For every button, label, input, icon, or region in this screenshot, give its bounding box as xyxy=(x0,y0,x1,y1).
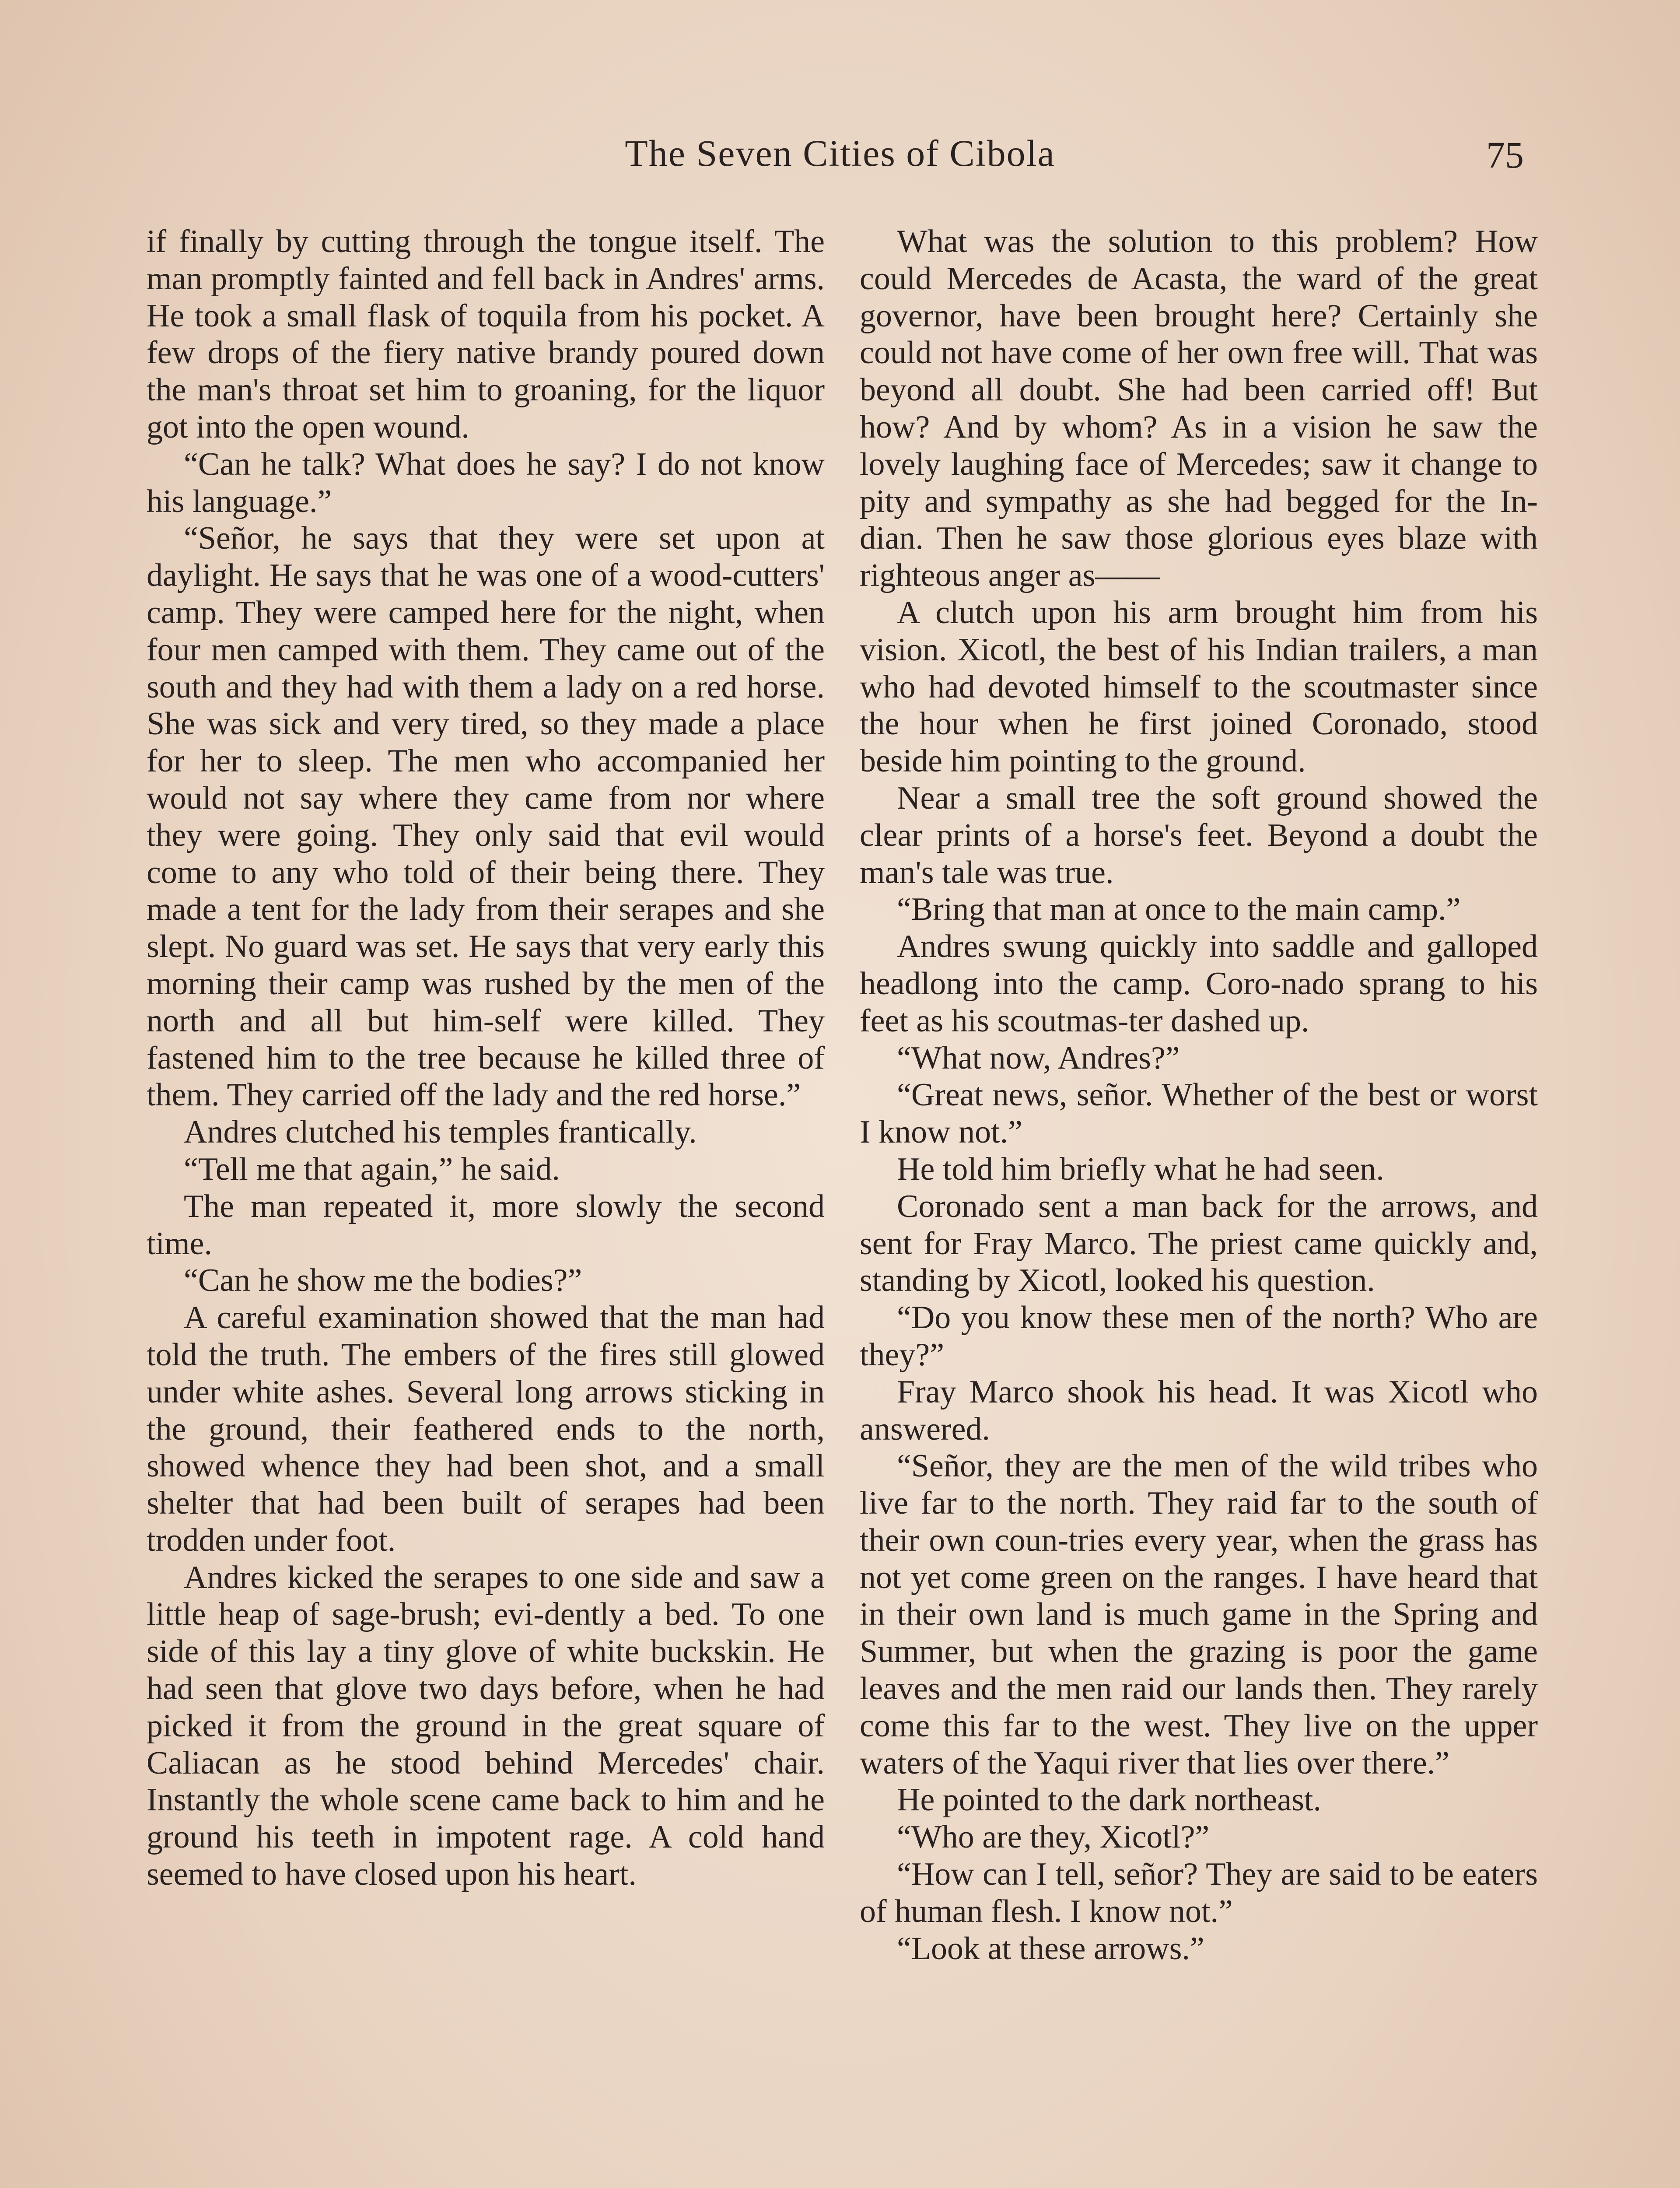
paragraph: “Señor, he says that they were set upon at daylight. He says that he was one of a wood-cutters' camp. They were camped here for the night, when four men camped with them. They came out of the south and they had with them a lady on a red horse. She was sick and very tired, so they made a place for her to sleep. The men who accompanied her would not say where they came from nor where they were going. They only said that evil would come to any who told of their being there. They made a tent for the lady from their serapes and she slept. No guard was set. He says that very early this morning their camp was rushed by the men of the north and all but him-self were killed. They fastened him to the tree because he killed three of them. They carried off the lady and the red horse.” xyxy=(147,520,825,1113)
paragraph: “Bring that man at once to the main camp.” xyxy=(897,891,1461,928)
paragraph: Andres clutched his temples frantically. xyxy=(184,1114,697,1150)
paragraph: He told him briefly what he had seen. xyxy=(897,1151,1384,1187)
paragraph: “What now, Andres?” xyxy=(897,1040,1180,1076)
paragraph: “Do you know these men of the north? Who are they?” xyxy=(860,1300,1538,1373)
paragraph: What was the solution to this problem? How could Mercedes de Acasta, the ward of the great governor, have been brought here? Certainly she could not have come of her own free will. That was beyond all doubt. She had been carried off! But how? And by whom? As in a vision he saw the lovely laughing face of Mercedes; saw it change to pity and sympathy as she had begged for the In-dian. Then he saw those glorious eyes blaze with righteous anger as—— xyxy=(860,224,1538,594)
paragraph: “Señor, they are the men of the wild tribes who live far to the north. They raid far to the south of their own coun-tries every year, when the grass has not yet come green on the ranges. I have heard that in their own land is much game in the Spring and Summer, but when the grazing is poor the game leaves and the men raid our lands then. They rarely come this far to the west. They live on the upper waters of the Yaqui river that lies over there.” xyxy=(860,1448,1538,1781)
paragraph: Andres kicked the serapes to one side and saw a little heap of sage-brush; evi-dently a bed. To one side of this lay a tiny glove of white buckskin. He had seen that glove two days before, when he had picked it from the ground in the great square of Caliacan as he stood behind Mercedes' chair. Instantly the whole scene came back to him and he ground his teeth in impotent rage. A cold hand seemed to have closed upon his heart. xyxy=(147,1559,825,1893)
paragraph: Fray Marco shook his head. It was Xicotl who answered. xyxy=(860,1374,1538,1447)
paragraph: “Look at these arrows.” xyxy=(897,1930,1204,1967)
paragraph: He pointed to the dark northeast. xyxy=(897,1782,1321,1818)
page-number: 75 xyxy=(1486,134,1524,176)
paragraph: Andres swung quickly into saddle and galloped headlong into the camp. Coro-nado sprang to his feet as his scoutmas-ter dashed up. xyxy=(860,929,1538,1039)
paragraph: “Great news, señor. Whether of the best or worst I know not.” xyxy=(860,1077,1538,1150)
paragraph: Coronado sent a man back for the arrows, and sent for Fray Marco. The priest came quickly and, standing by Xicotl, looked his question. xyxy=(860,1188,1538,1299)
paragraph: A careful examination showed that the man had told the truth. The embers of the fires still glowed under white ashes. Several long arrows sticking in the ground, their feathered ends to the north, showed whence they had been shot, and a small shelter that had been built of serapes had been trodden under foot. xyxy=(147,1300,825,1558)
paragraph: “How can I tell, señor? They are said to be eaters of human flesh. I know not.” xyxy=(860,1856,1538,1929)
paragraph: if finally by cutting through the tongue itself. The man promptly fainted and fell back in Andres' arms. He took a small flask of toquila from his pocket. A few drops of the fiery native brandy poured down the man's throat set him to groaning, for the liquor got into the open wound. xyxy=(147,224,825,445)
running-title: The Seven Cities of Cibola xyxy=(625,132,1055,174)
paragraph: The man repeated it, more slowly the second time. xyxy=(147,1188,825,1262)
paragraph: “Who are they, Xicotl?” xyxy=(897,1819,1210,1855)
paragraph: “Can he talk? What does he say? I do not know his language.” xyxy=(147,446,825,519)
right-column xyxy=(860,223,1538,1967)
paragraph: “Tell me that again,” he said. xyxy=(184,1151,560,1187)
paragraph: Near a small tree the soft ground showed the clear prints of a horse's feet. Beyond a doubt the man's tale was true. xyxy=(860,780,1538,891)
paragraph: A clutch upon his arm brought him from his vision. Xicotl, the best of his Indian trailers, a man who had devoted himself to the scoutmaster since the hour when he first joined Coronado, stood beside him pointing to the ground. xyxy=(860,594,1538,779)
left-column xyxy=(147,223,825,1893)
paragraph: “Can he show me the bodies?” xyxy=(184,1262,582,1299)
